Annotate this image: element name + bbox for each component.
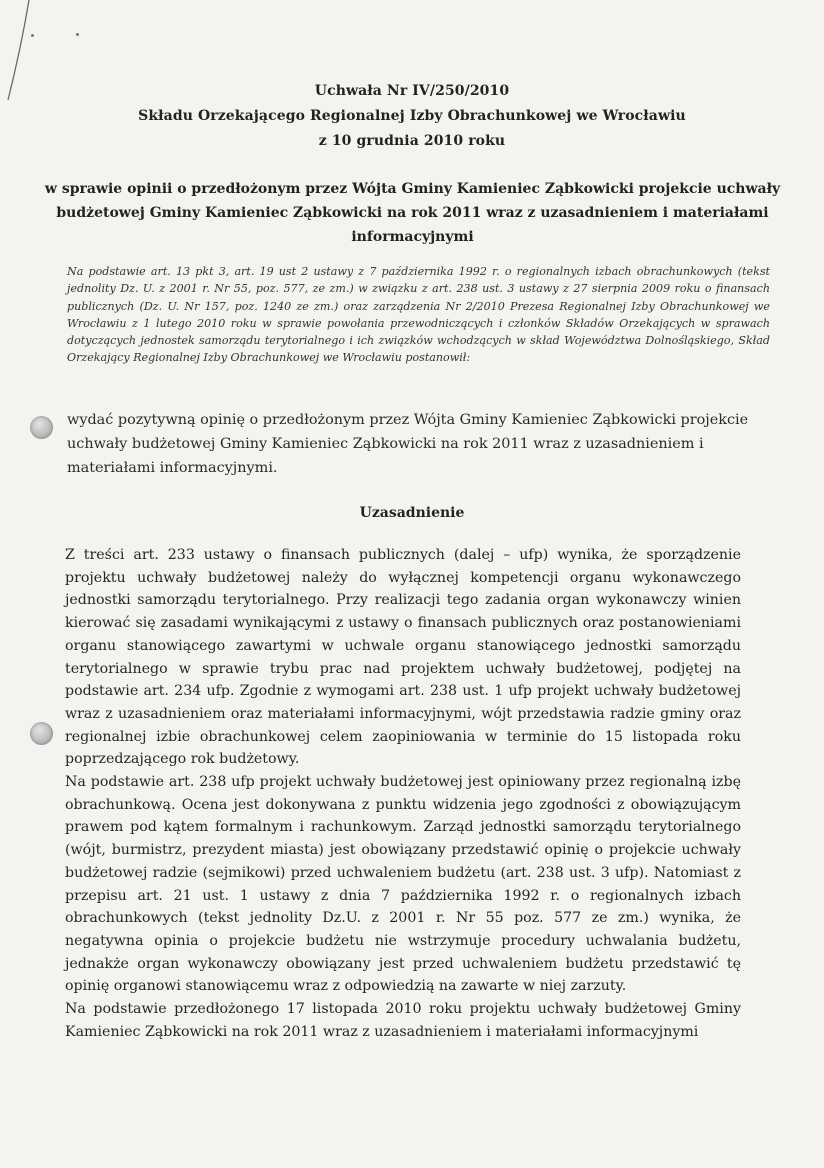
justification-paragraph: Na podstawie art. 238 ufp projekt uchwały budżetowej jest opiniowany przez regionalną izbę obrachunkową. Ocena jest dokonywana z punktu widzenia jego zgodności z obowiązującym prawem pod kątem formalnym i rachunkowym. Zarząd jednostki samorządu terytorialnego (wójt, burmistrz, prezydent miasta) jest obowiązany przedstawić opinię o projekcie uchwały budżetowej radzie (sejmikowi) przed uchwaleniem budżetu (art. 238 ust. 3 ufp). Natomiast z przepisu art. 21 ust. 1 ustawy z dnia 7 października 1992 r. o regionalnych izbach obrachunkowych (tekst jednolity Dz.U. z 2001 r. Nr 55 poz. 577 ze zm.) wynika, że negatywna opinia o projekcie budżetu nie wstrzymuje procedury uchwalania budżetu, jednakże organ wykonawczy obowiązany jest przed uchwaleniem budżetu przedstawić tę opinię organowi stanowiącemu wraz z odpowiedzią na zawarte w niej zarzuty. xyxy=(65,774,741,995)
punch-hole-icon xyxy=(30,416,53,439)
justification-body xyxy=(65,544,741,1043)
scan-dot xyxy=(76,33,79,36)
decision-text: wydać pozytywną opinię o przedłożonym przez Wójta Gminy Kamieniec Ząbkowicki projekcie uchwały budżetowej Gminy Kamieniec Ząbkowicki na rok 2011 wraz z uzasadnieniem i materiałami informacyjnymi. xyxy=(67,412,749,476)
scan-dot xyxy=(31,34,34,37)
justification-paragraph: Z treści art. 233 ustawy o finansach publicznych (dalej – ufp) wynika, że sporządzenie projektu uchwały budżetowej należy do wyłącznej kompetencji organu wykonawczego jednostki samorządu terytorialnego. Przy realizacji tego zadania organ wykonawczy winien kierować się zasadami wynikającymi z ustawy o finansach publicznych oraz postanowieniami organu stanowiącego zawartymi w uchwale organu stanowiącego jednostki samorządu terytorialnego w sprawie trybu prac nad projektem uchwały budżetowej, podjętej na podstawie art. 234 ufp. Zgodnie z wymogami art. 238 ust. 1 ufp projekt uchwały budżetowej wraz z uzasadnieniem oraz materiałami informacyjnymi, wójt przedstawia radzie gminy oraz regionalnej izbie obrachunkowej celem zaopiniowania w terminie do 15 listopada roku poprzedzającego rok budżetowy. xyxy=(65,547,741,768)
resolution-date: z 10 grudnia 2010 roku xyxy=(318,133,506,149)
justification-paragraph: Na podstawie przedłożonego 17 listopada 2010 roku projektu uchwały budżetowej Gminy Kamieniec Ząbkowicki na rok 2011 wraz z uzasadnieniem i materiałami informacyjnymi xyxy=(65,1001,741,1040)
justification-title: Uzasadnienie xyxy=(359,505,465,521)
legal-basis: Na podstawie art. 13 pkt 3, art. 19 ust 2 ustawy z 7 października 1992 r. o regionalnych izbach obrachunkowych (tekst jednolity Dz. U. z 2001 r. Nr 55, poz. 577, ze zm.) w związku z art. 238 ust. 3 ustawy z 27 sierpnia 2009 roku o finansach publicznych (Dz. U. Nr 157, poz. 1240 ze zm.) oraz zarządzenia Nr 2/2010 Prezesa Regionalnej Izby Obrachunkowej we Wrocławiu z 1 lutego 2010 roku w sprawie powołania przewodniczących i członków Składów Orzekających w sprawach dotyczących jednostek samorządu terytorialnego i ich związków wchodzących w skład Województwa Dolnośląskiego, Skład Orzekający Regionalnej Izby Obrachunkowej we Wrocławiu postanowił: xyxy=(67,265,770,365)
resolution-title: Uchwała Nr IV/250/2010 xyxy=(314,83,510,99)
resolution-subject: w sprawie opinii o przedłożonym przez Wójta Gminy Kamieniec Ząbkowicki projekcie uchwały budżetowej Gminy Kamieniec Ząbkowicki na rok 2011 wraz z uzasadnieniem i materiałami informacyjnymi xyxy=(44,181,781,245)
issuing-body: Składu Orzekającego Regionalnej Izby Obrachunkowej we Wrocławiu xyxy=(138,108,686,124)
punch-hole-icon xyxy=(30,722,53,745)
